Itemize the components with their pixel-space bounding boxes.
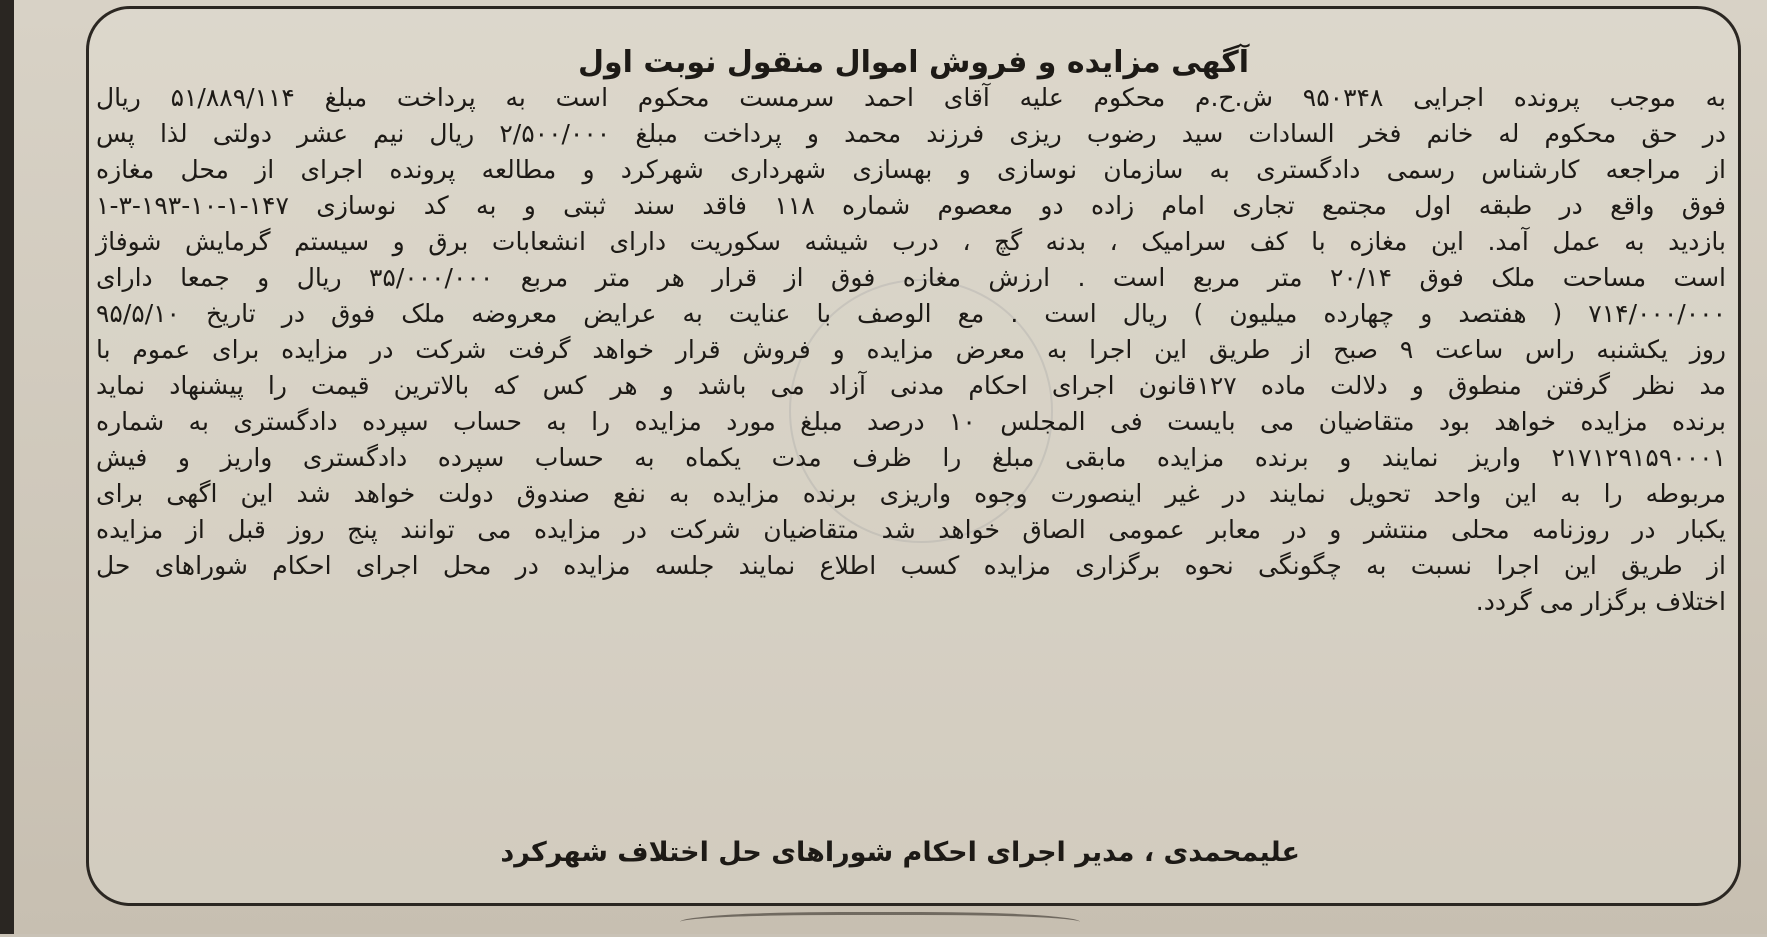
notice-line: بازدید به عمل آمد. این مغازه با کف سرامیک ، بدنه گچ ، درب شیشه سکوریت دارای انشعابات برق و سیستم گرمایش شوفاژ — [96, 227, 1726, 256]
notice-line: است مساحت ملک فوق ۲۰/۱۴ متر مربع است . ارزش مغازه فوق از قرار هر متر مربع ۳۵/۰۰۰/۰۰۰ ریال و جمعا دارای — [96, 263, 1726, 292]
notice-line: مربوطه را به این واحد تحویل نمایند در غیر اینصورت وجوه واریزی برنده مزایده به نفع صندوق دولت خواهد شد این اگهی برای — [96, 479, 1726, 508]
notice-line: ۲۱۷۱۲۹۱۵۹۰۰۰۱ واریز نمایند و برنده مزایده مابقی مبلغ را ظرف مدت یکماه به حساب سپرده دادگستری واریز و فیش — [96, 443, 1726, 472]
notice-line: فوق واقع در طبقه اول مجتمع تجاری امام زاده دو معصوم شماره ۱۱۸ فاقد سند ثبتی و به کد نوسازی ۱۴۷-۱-۱۰-۱۹۳-۳-۱ — [96, 191, 1726, 220]
notice-line: مد نظر گرفتن منطوق و دلالت ماده ۱۲۷قانون اجرای احکام مدنی آزاد می باشد و هر کس که بالاترین قیمت را پیشنهاد نماید — [96, 371, 1726, 400]
notice-body — [96, 80, 1726, 620]
notice-line: یکبار در روزنامه محلی منتشر و در معابر عمومی الصاق خواهد شد متقاضیان شرکت در مزایده می توانند پنج روز قبل از مزایده — [96, 515, 1726, 544]
handwritten-mark — [680, 912, 1080, 937]
notice-line: از مراجعه کارشناس رسمی دادگستری به سازمان نوسازی و بهسازی شهرداری شهرکرد و مطالعه پرونده اجرای از محل مغازه — [96, 155, 1726, 184]
notice-signature: علیمحمدی ، مدیر اجرای احکام شوراهای حل اختلاف شهرکرد — [500, 837, 1300, 868]
notice-line: برنده مزایده خواهد بود متقاضیان می بایست فی المجلس ۱۰ درصد مبلغ مورد مزایده را به حساب سپرده دادگستری به شماره — [96, 407, 1726, 436]
notice-line: روز یکشنبه راس ساعت ۹ صبح از طریق این اجرا به معرض مزایده و فروش قرار خواهد گرفت شرکت در مزایده برای عموم با — [96, 335, 1726, 364]
notice-line: از طریق این اجرا نسبت به چگونگی نحوه برگزاری مزایده کسب اطلاع نمایند جلسه مزایده در محل اجرای احکام شوراهای حل — [96, 551, 1726, 580]
notice-line: ۷۱۴/۰۰۰/۰۰۰ ( هفتصد و چهارده میلیون ) ریال است . مع الوصف با عنایت به عرایض معروضه ملک فوق در تاریخ ۹۵/۵/۱۰ — [96, 299, 1726, 328]
page-edge-shadow — [0, 0, 14, 934]
notice-line-last: اختلاف برگزار می گردد. — [1475, 587, 1726, 616]
notice-title: آگهی مزایده و فروش اموال منقول نوبت اول — [577, 45, 1250, 80]
notice-line: در حق محکوم له خانم فخر السادات سید رضوب ریزی فرزند محمد و پرداخت مبلغ ۲/۵۰۰/۰۰۰ ریال نیم عشر دولتی لذا پس — [96, 119, 1726, 148]
notice-line: به موجب پرونده اجرایی ۹۵۰۳۴۸ ش.ح.م محکوم علیه آقای احمد سرمست محکوم است به پرداخت مبلغ ۵۱/۸۸۹/۱۱۴ ریال — [96, 83, 1726, 112]
